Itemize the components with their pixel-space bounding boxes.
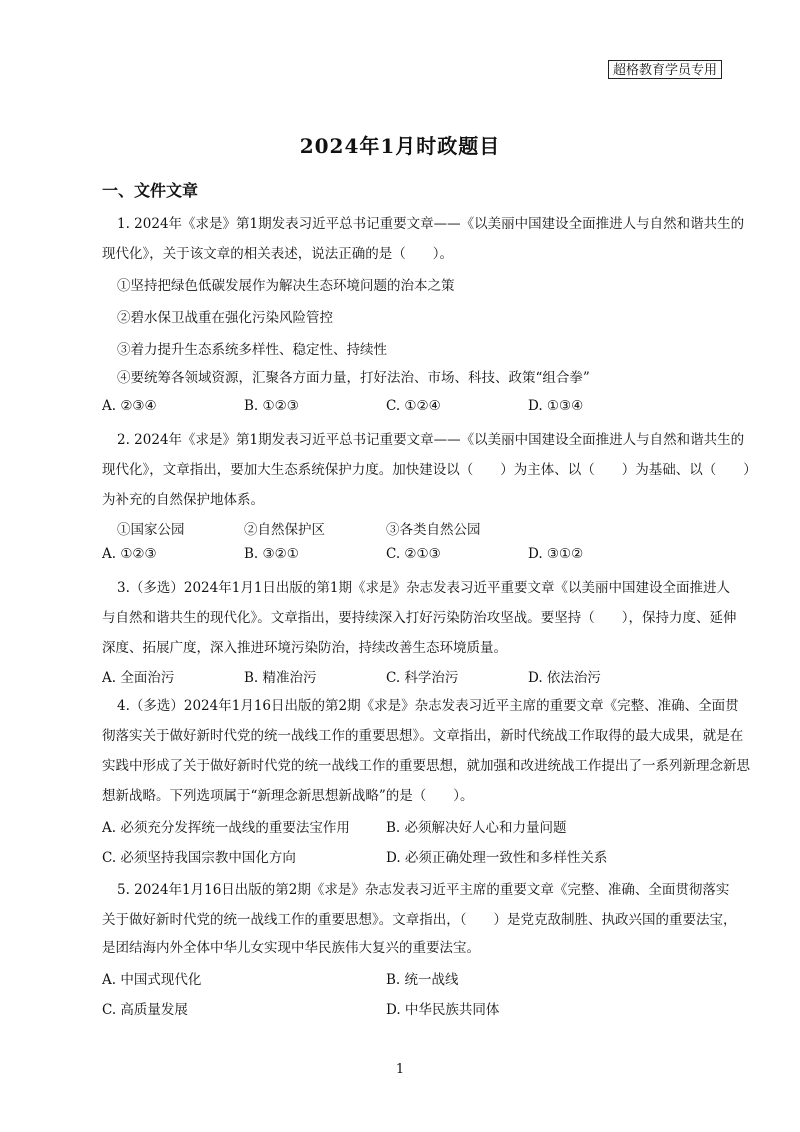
question-4-stem: 彻落实关于做好新时代党的统一战线工作的重要思想》。文章指出，新时代统战工作取得的最大成果，就是在 [102, 728, 744, 744]
question-2-item: ③各类自然公园 [386, 522, 481, 538]
question-3-stem: 深度、拓展广度，深入推进环境污染防治，持续改善生态环境质量。 [102, 640, 507, 656]
question-2-option-b[interactable]: B. ③②① [244, 546, 299, 562]
question-4-stem: 4.（多选）2024年1月16日出版的第2期《求是》杂志发表习近平主席的重要文章《完整、准确、全面贯 [117, 698, 739, 714]
question-5-option-c[interactable]: C. 高质量发展 [102, 1002, 188, 1018]
question-1-item: ①坚持把绿色低碳发展作为解决生态环境问题的治本之策 [117, 278, 455, 294]
question-5-option-a[interactable]: A. 中国式现代化 [102, 972, 202, 988]
question-1-item: ④要统筹各领域资源，汇聚各方面力量，打好法治、市场、科技、政策“组合拳” [117, 370, 590, 386]
question-3-option-b[interactable]: B. 精准治污 [244, 670, 317, 686]
question-2-item: ①国家公园 [117, 522, 185, 538]
question-2-item: ②自然保护区 [244, 522, 325, 538]
question-1-stem: 1. 2024年《求是》第1期发表习近平总书记重要文章——《以美丽中国建设全面推进人与自然和谐共生的 [117, 216, 745, 232]
question-3-option-d[interactable]: D. 依法治污 [528, 670, 601, 686]
question-5-option-d[interactable]: D. 中华民族共同体 [386, 1002, 500, 1018]
question-4-option-a[interactable]: A. 必须充分发挥统一战线的重要法宝作用 [102, 820, 350, 836]
question-4-option-c[interactable]: C. 必须坚持我国宗教中国化方向 [102, 850, 296, 866]
question-4-option-d[interactable]: D. 必须正确处理一致性和多样性关系 [386, 850, 608, 866]
question-2-stem: 2. 2024年《求是》第1期发表习近平总书记重要文章——《以美丽中国建设全面推进人与自然和谐共生的 [117, 432, 745, 448]
question-1-option-c[interactable]: C. ①②④ [386, 398, 441, 414]
section-heading: 一、文件文章 [102, 181, 199, 200]
question-3-stem: 3.（多选）2024年1月1日出版的第1期《求是》杂志发表习近平重要文章《以美丽中国建设全面推进人 [117, 580, 731, 596]
question-1-item: ②碧水保卫战重在强化污染风险管控 [117, 310, 333, 326]
question-5-stem: 5. 2024年1月16日出版的第2期《求是》杂志发表习近平主席的重要文章《完整、准确、全面贯彻落实 [117, 882, 730, 898]
question-1-option-b[interactable]: B. ①②③ [244, 398, 299, 414]
question-5-stem: 关于做好新时代党的统一战线工作的重要思想》。文章指出，（ ）是党克敌制胜、执政兴国的重要法宝， [102, 912, 737, 928]
question-5-stem: 是团结海内外全体中华儿女实现中华民族伟大复兴的重要法宝。 [102, 940, 480, 956]
question-5-option-b[interactable]: B. 统一战线 [386, 972, 459, 988]
question-3-stem: 与自然和谐共生的现代化》。文章指出，要持续深入打好污染防治攻坚战。要坚持（ ），保持力度、延伸 [102, 610, 737, 626]
question-4-stem: 实践中形成了关于做好新时代党的统一战线工作的重要思想，就加强和改进统战工作提出了一系列新理念新思 [102, 758, 750, 774]
question-2-option-a[interactable]: A. ①②③ [102, 546, 157, 562]
page-number: 1 [395, 1062, 405, 1077]
question-1-option-d[interactable]: D. ①③④ [528, 398, 584, 414]
question-2-stem: 为补充的自然保护地体系。 [102, 492, 264, 508]
question-2-stem: 现代化》，文章指出，要加大生态系统保护力度。加快建设以（ ）为主体、以（ ）为基础、以（ ） [102, 462, 757, 478]
question-2-option-c[interactable]: C. ②①③ [386, 546, 441, 562]
question-3-option-a[interactable]: A. 全面治污 [102, 670, 175, 686]
question-1-stem: 现代化》，关于该文章的相关表述，说法正确的是（ ）。 [102, 246, 453, 262]
question-2-option-d[interactable]: D. ③①② [528, 546, 584, 562]
question-1-item: ③着力提升生态系统多样性、稳定性、持续性 [117, 342, 387, 358]
question-1-option-a[interactable]: A. ②③④ [102, 398, 157, 414]
question-4-stem: 想新战略。下列选项属于“新理念新思想新战略”的是（ ）。 [102, 788, 474, 804]
question-3-option-c[interactable]: C. 科学治污 [386, 670, 459, 686]
header-badge: 超格教育学员专用 [608, 60, 722, 79]
page-title: 2024年1月时政题目 [299, 134, 501, 158]
question-4-option-b[interactable]: B. 必须解决好人心和力量问题 [386, 820, 567, 836]
